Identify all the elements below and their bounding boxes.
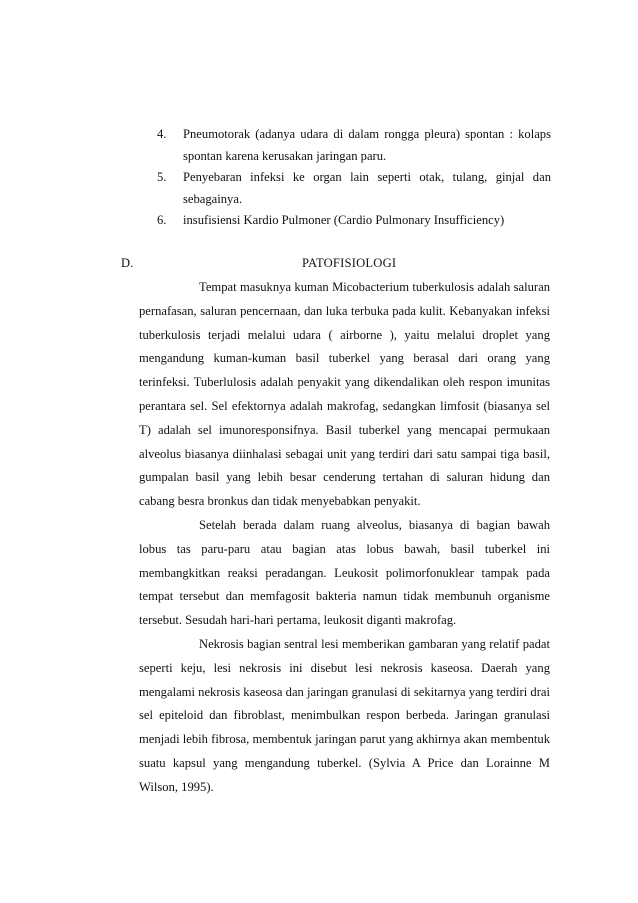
- list-item-number: 5.: [157, 170, 167, 185]
- paragraph: Nekrosis bagian sentral lesi memberikan gambaran yang relatif padat seperti keju, lesi nekrosis ini disebut lesi nekrosis kaseosa. Daerah yang mengalami nekrosis kaseosa dan jaringan granulasi di sekitarnya yang terdiri drai sel epiteloid dan fibroblast, menimbulkan respon berbeda. Jaringan granulasi menjadi lebih fibrosa, membentuk jaringan parut yang akhirnya akan membentuk suatu kapsul yang mengandung tuberkel. (Sylvia A Price dan Lorainne M Wilson, 1995).: [139, 636, 550, 794]
- section-letter: D.: [121, 256, 134, 270]
- complications-list: [157, 124, 551, 232]
- list-item-text: insufisiensi Kardio Pulmoner (Cardio Pulmonary Insufficiency): [183, 213, 505, 228]
- list-item-number: 4.: [157, 127, 167, 141]
- list-item-text: Penyebaran infeksi ke organ lain seperti otak, tulang, ginjal dan sebagainya.: [183, 170, 551, 206]
- paragraph: Setelah berada dalam ruang alveolus, biasanya di bagian bawah lobus tas paru-paru atau bagian atas lobus bawah, basil tuberkel ini membangkitkan reaksi peradangan. Leukosit polimorfonuklear tampak pada tempat tersebut dan memfagosit bakteria namun tidak membunuh organisme tersebut. Sesudah hari-hari pertama, leukosit diganti makrofag.: [139, 517, 550, 628]
- list-item: [157, 167, 551, 210]
- section-heading: [0, 256, 638, 276]
- list-item: [157, 210, 551, 232]
- list-item-number: 6.: [157, 213, 167, 228]
- list-item: [157, 124, 551, 167]
- section-body: [139, 276, 550, 800]
- list-item-text: Pneumotorak (adanya udara di dalam rongga pleura) spontan : kolaps spontan karena kerusakan jaringan paru.: [183, 127, 551, 163]
- section-title: PATOFISIOLOGI: [302, 256, 397, 270]
- paragraph: Tempat masuknya kuman Micobacterium tuberkulosis adalah saluran pernafasan, saluran pencernaan, dan luka terbuka pada kulit. Kebanyakan infeksi tuberkulosis terjadi melalui udara ( airborne ), yaitu melalui droplet yang mengandung kuman-kuman basil tuberkel yang berasal dari orang yang terinfeksi. Tuberlulosis adalah penyakit yang dikendalikan oleh respon imunitas perantara sel. Sel efektornya adalah makrofag, sedangkan limfosit (biasanya sel T) adalah sel imunoresponsifnya. Basil tuberkel yang mencapai permukaan alveolus biasanya diinhalasi sebagai unit yang terdiri dari satu sampai tiga basil, gumpalan basil yang lebih besar cenderung tertahan di saluran hidung dan cabang besra bronkus dan tidak menyebabkan penyakit.: [139, 280, 550, 509]
